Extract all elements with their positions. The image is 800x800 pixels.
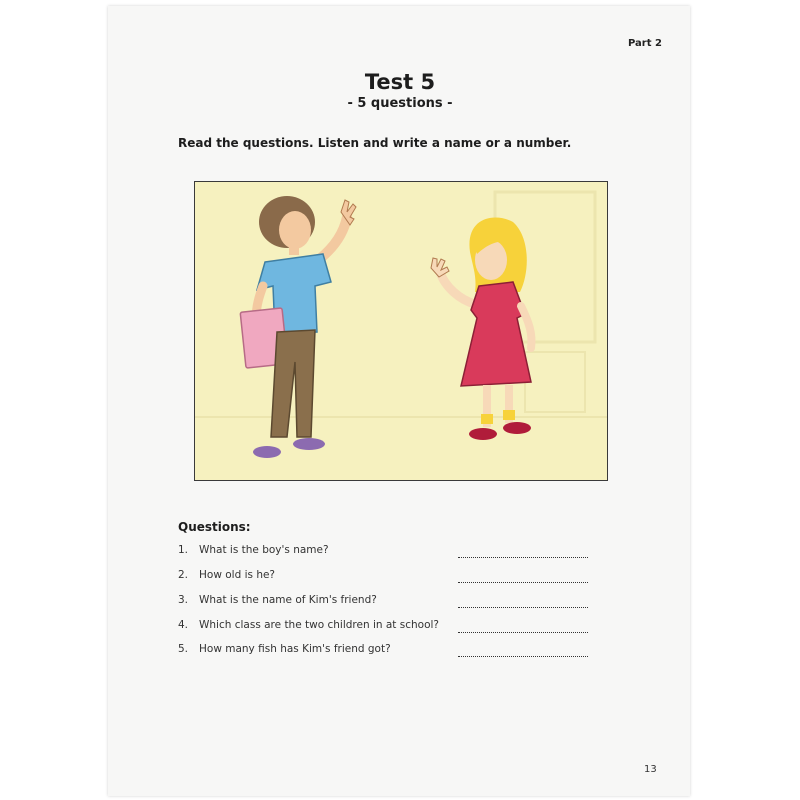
question-number: 3. [178, 594, 189, 606]
question-text: Which class are the two children in at school? [199, 619, 439, 631]
question-row [178, 569, 598, 589]
answer-line[interactable] [458, 607, 588, 608]
page-number: 13 [644, 764, 657, 775]
question-row [178, 643, 598, 663]
answer-line[interactable] [458, 656, 588, 657]
question-number: 2. [178, 569, 189, 581]
question-row [178, 594, 598, 614]
part-label: Part 2 [628, 38, 662, 49]
question-text: How old is he? [199, 569, 276, 581]
scene-drawing [195, 182, 607, 480]
question-text: What is the name of Kim's friend? [199, 594, 377, 606]
boy-and-girl-illustration [194, 181, 608, 481]
questions-heading: Questions: [178, 520, 251, 534]
answer-line[interactable] [458, 632, 588, 633]
answer-line[interactable] [458, 582, 588, 583]
question-text: What is the boy's name? [199, 544, 329, 556]
question-row [178, 544, 598, 564]
test-subtitle: - 5 questions - [347, 96, 453, 111]
test-title: Test 5 [364, 70, 436, 94]
question-text: How many fish has Kim's friend got? [199, 643, 391, 655]
question-number: 5. [178, 643, 189, 655]
question-number: 4. [178, 619, 189, 631]
instruction-text: Read the questions. Listen and write a name or a number. [178, 136, 572, 150]
question-row [178, 619, 598, 639]
question-number: 1. [178, 544, 189, 556]
answer-line[interactable] [458, 557, 588, 558]
